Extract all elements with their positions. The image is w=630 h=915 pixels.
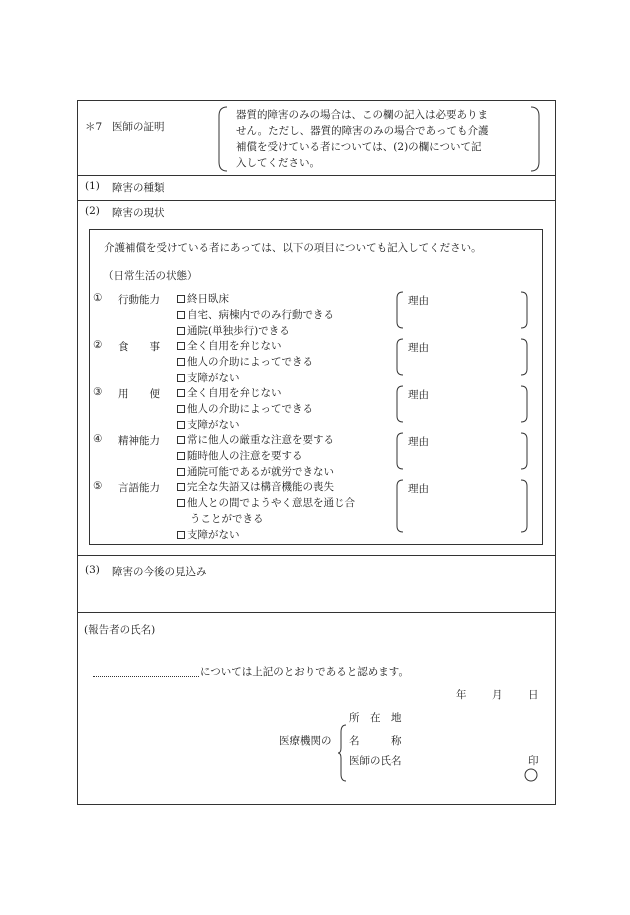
checkbox-option[interactable]: 完全な失語又は構音機能の喪失	[177, 479, 355, 495]
reason-bracket-right	[520, 432, 528, 470]
checkbox-option[interactable]: 随時他人の注意を要する	[177, 448, 334, 464]
checkbox[interactable]	[177, 452, 185, 460]
divider	[77, 555, 555, 556]
reporter-label: (報告者の氏名)	[84, 624, 156, 636]
reason-label: 理由	[408, 389, 429, 401]
certification-statement: については上記のとおりであると認めます。	[200, 666, 409, 678]
certificate-title: 医師の証明	[112, 121, 165, 133]
reason-bracket-right	[520, 385, 528, 423]
checkbox-option[interactable]: 支障がない	[177, 370, 313, 386]
checkbox-option[interactable]: 全く自用を弁じない	[177, 385, 313, 401]
checkbox[interactable]	[177, 421, 185, 429]
header-note-line: 補償を受けている者については、(2)の欄について記	[236, 141, 482, 153]
item-name: 食 事	[118, 341, 160, 353]
seal-circle-icon	[524, 768, 538, 782]
checkbox[interactable]	[177, 342, 185, 350]
reason-bracket-left	[396, 432, 404, 470]
checkbox[interactable]	[177, 531, 185, 539]
checkbox-option[interactable]: 自宅、病棟内でのみ行動できる	[177, 307, 334, 323]
option-continuation: うことができる	[190, 513, 264, 525]
checkbox[interactable]	[177, 436, 185, 444]
reason-bracket-left	[396, 479, 404, 533]
seal-label: 印	[528, 755, 539, 767]
divider	[77, 612, 555, 613]
item-options	[177, 479, 355, 543]
checkbox-option[interactable]: 他人の介助によってできる	[177, 354, 313, 370]
checkbox[interactable]	[177, 358, 185, 366]
item-options	[177, 338, 313, 386]
header-note-line: せん。ただし、器質的障害のみの場合であっても介護	[236, 125, 489, 137]
section2-number: (2)	[85, 205, 100, 217]
institution-prefix: 医療機関の	[279, 735, 332, 747]
checkbox[interactable]	[177, 405, 185, 413]
checkbox-option[interactable]: 全く自用を弁じない	[177, 338, 313, 354]
reason-bracket-left	[396, 338, 404, 376]
item-number: ⑤	[93, 480, 103, 492]
item-name: 精神能力	[118, 435, 160, 447]
checkbox-option[interactable]: 他人の介助によってできる	[177, 401, 313, 417]
checkbox[interactable]	[177, 327, 185, 335]
checkbox-option[interactable]: 支障がない	[177, 417, 313, 433]
address-label: 所 在 地	[349, 712, 402, 724]
checkbox[interactable]	[177, 499, 185, 507]
reporter-name-field[interactable]	[93, 676, 199, 677]
section1-label: 障害の種類	[112, 182, 165, 194]
reason-label: 理由	[408, 483, 429, 495]
checkbox-option[interactable]: 他人との間でようやく意思を通じ合	[177, 495, 355, 511]
item-name: 行動能力	[118, 294, 160, 306]
divider	[77, 175, 555, 176]
doctor-name-label: 医師の氏名	[349, 755, 402, 767]
checkbox[interactable]	[177, 295, 185, 303]
checkbox-option[interactable]: 通院可能であるが就労できない	[177, 464, 334, 480]
item-number: ①	[93, 292, 103, 304]
checkbox-option[interactable]: 終日臥床	[177, 291, 334, 307]
reason-label: 理由	[408, 342, 429, 354]
institution-name-label: 名 称	[349, 735, 402, 747]
section3-label: 障害の今後の見込み	[112, 566, 207, 578]
checkbox-option[interactable]: 支障がない	[177, 527, 355, 543]
reason-bracket-right	[520, 338, 528, 376]
reason-bracket-left	[396, 385, 404, 423]
header-note-line: 器質的障害のみの場合は、この欄の記入は必要ありま	[236, 109, 488, 121]
section3-number: (3)	[85, 564, 100, 576]
checkbox[interactable]	[177, 311, 185, 319]
date-year: 年	[456, 689, 467, 701]
checkbox-option[interactable]: 通院(単独歩行)できる	[177, 323, 334, 339]
checkbox-option[interactable]: 常に他人の厳重な注意を要する	[177, 432, 334, 448]
header-note	[236, 107, 489, 171]
instruction-text: 介護補償を受けている者にあっては、以下の項目についても記入してください。	[104, 242, 482, 254]
checkbox[interactable]	[177, 468, 185, 476]
reason-bracket-left	[396, 291, 404, 329]
item-number: ＊7	[85, 121, 103, 133]
item-number: ②	[93, 339, 103, 351]
section1-number: (1)	[85, 180, 100, 192]
item-options	[177, 385, 313, 433]
checkbox[interactable]	[177, 389, 185, 397]
item-options	[177, 291, 334, 339]
reason-label: 理由	[408, 295, 429, 307]
note-bracket-left	[218, 106, 228, 172]
reason-label: 理由	[408, 436, 429, 448]
item-name: 言語能力	[118, 482, 160, 494]
item-number: ④	[93, 433, 103, 445]
institution-brace	[338, 724, 348, 782]
checkbox[interactable]	[177, 483, 185, 491]
date-day: 日	[528, 689, 539, 701]
divider	[77, 200, 555, 201]
date-month: 月	[492, 689, 503, 701]
daily-life-title: （日常生活の状態）	[103, 270, 198, 282]
checkbox[interactable]	[177, 374, 185, 382]
section2-label: 障害の現状	[112, 207, 165, 219]
note-bracket-right	[530, 106, 540, 172]
item-name: 用 便	[118, 388, 160, 400]
header-note-line: 入してください。	[236, 157, 320, 169]
reason-bracket-right	[520, 479, 528, 533]
item-options	[177, 432, 334, 480]
item-number: ③	[93, 386, 103, 398]
reason-bracket-right	[520, 291, 528, 329]
